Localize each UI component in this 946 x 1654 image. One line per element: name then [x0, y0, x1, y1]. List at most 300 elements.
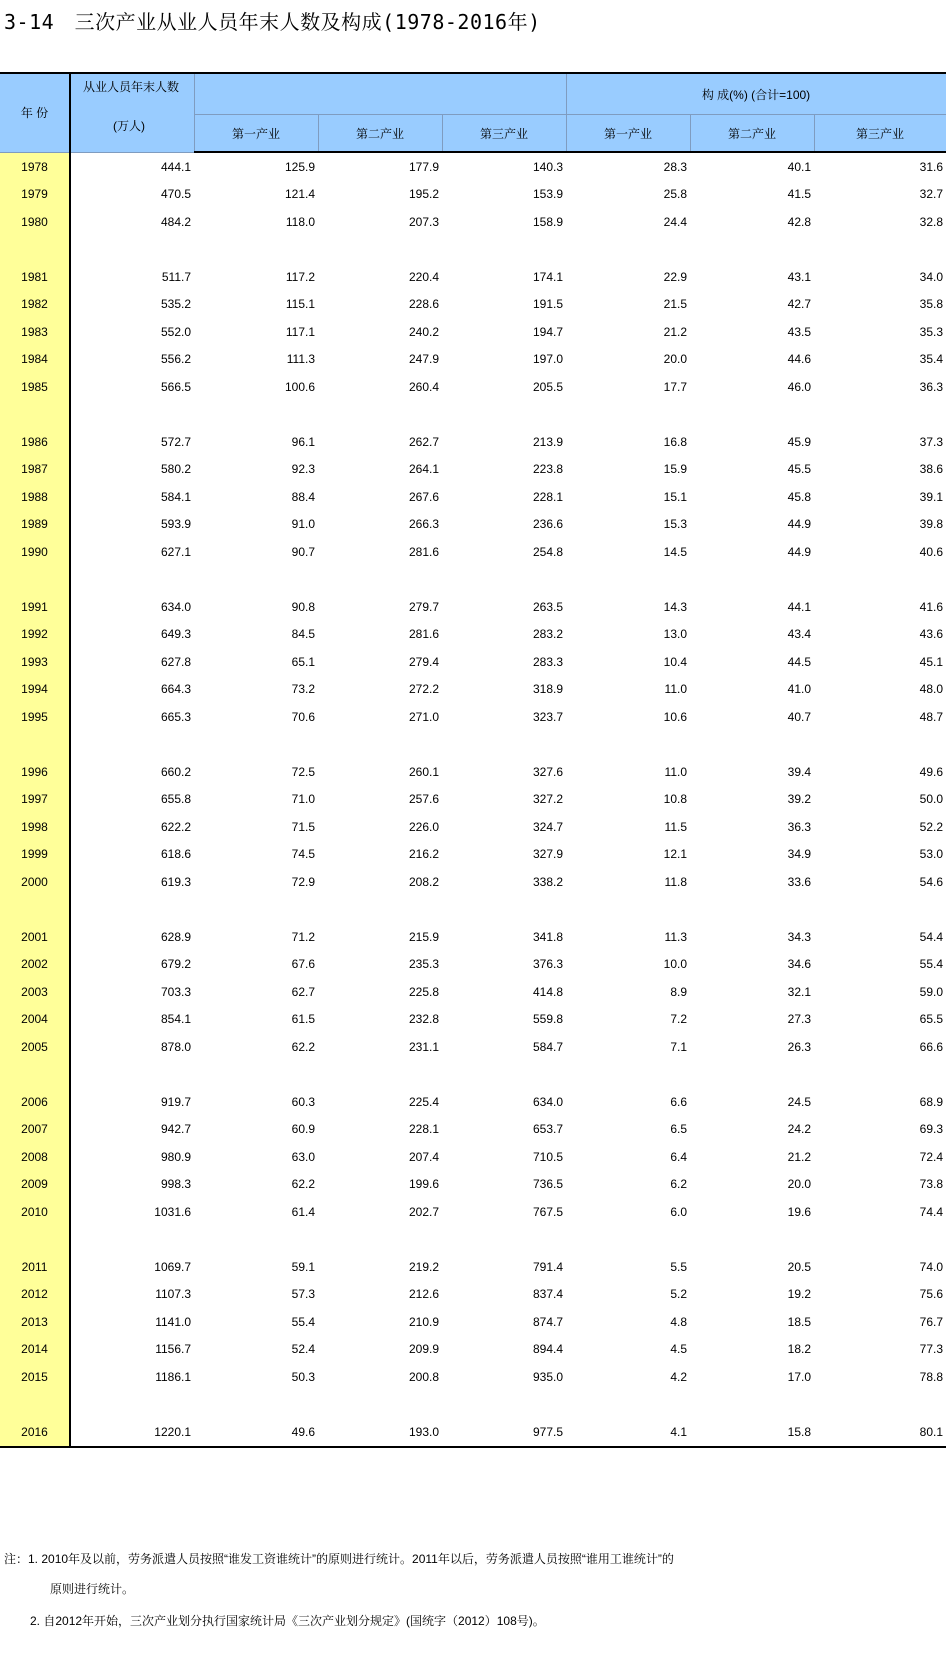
- secondary-count-cell: 215.9: [408, 929, 439, 944]
- primary-count-cell: 91.0: [291, 517, 315, 532]
- tertiary-share-cell: 69.3: [919, 1122, 944, 1137]
- secondary-share-cell: 44.5: [787, 654, 811, 669]
- table-row: [0, 648, 946, 676]
- total-cell: 649.3: [160, 627, 191, 642]
- table-row: [0, 456, 946, 484]
- primary-count-cell: 65.1: [291, 654, 315, 669]
- table-row: [0, 951, 946, 979]
- primary-share-cell: 4.1: [566, 1418, 690, 1447]
- secondary-count-cell: 247.9: [408, 352, 439, 367]
- spacer-cell: [70, 401, 946, 429]
- secondary-count-cell: 219.2: [408, 1259, 439, 1274]
- tertiary-count-cell: 263.5: [532, 599, 563, 614]
- table-row: [0, 923, 946, 951]
- page-title: 3-14 三次产业从业人员年末人数及构成(1978-2016年): [4, 10, 541, 34]
- table-row: [0, 1116, 946, 1144]
- secondary-share-cell: 34.3: [787, 929, 811, 944]
- secondary-count-cell: 200.8: [408, 1369, 439, 1384]
- primary-share-cell: 7.1: [670, 1039, 687, 1054]
- year-cell: 1986: [0, 428, 70, 456]
- tertiary-share-cell: 48.7: [919, 709, 944, 724]
- primary-count-cell: 59.1: [291, 1259, 315, 1274]
- year-header: 年 份: [0, 73, 70, 152]
- table-row: [0, 1308, 946, 1336]
- spacer-row: [0, 1226, 946, 1254]
- tertiary-count-cell: 140.3: [532, 159, 563, 174]
- tertiary-share-cell: 68.9: [919, 1094, 944, 1109]
- secondary-count-cell: 240.2: [408, 324, 439, 339]
- total-cell: 1156.7: [155, 1342, 191, 1357]
- table-row: [0, 291, 946, 319]
- tertiary-count-cell: 194.7: [532, 324, 563, 339]
- year-cell: 1985: [0, 373, 70, 401]
- secondary-count-cell: 228.6: [408, 297, 439, 312]
- total-cell: 1220.1: [70, 1418, 194, 1447]
- table-row: [0, 373, 946, 401]
- primary-share-cell: 14.3: [663, 599, 687, 614]
- table-row: [0, 208, 946, 236]
- table-row: [0, 868, 946, 896]
- tertiary-count-cell: 254.8: [532, 544, 563, 559]
- secondary-share-header: 第二产业: [690, 115, 814, 153]
- spacer-cell: [70, 566, 946, 594]
- tertiary-count-cell: 767.5: [532, 1204, 563, 1219]
- tertiary-count-cell: 158.9: [532, 214, 563, 229]
- primary-count-cell: 71.2: [291, 929, 315, 944]
- primary-count-cell: 57.3: [291, 1287, 315, 1302]
- total-cell: 998.3: [160, 1177, 191, 1192]
- year-cell: 2009: [0, 1171, 70, 1199]
- secondary-count-cell: 260.4: [408, 379, 439, 394]
- primary-count-cell: 125.9: [284, 159, 315, 174]
- secondary-share-cell: 42.8: [787, 214, 811, 229]
- tertiary-share-cell: 66.6: [919, 1039, 944, 1054]
- secondary-count-cell: 264.1: [408, 462, 439, 477]
- year-cell: 2000: [0, 868, 70, 896]
- table-row: [0, 1281, 946, 1309]
- secondary-count-cell: 271.0: [408, 709, 439, 724]
- secondary-share-cell: 19.6: [787, 1204, 811, 1219]
- secondary-count-cell: 281.6: [408, 627, 439, 642]
- year-cell: 1997: [0, 786, 70, 814]
- secondary-count-cell: 232.8: [408, 1012, 439, 1027]
- total-cell: 580.2: [160, 462, 191, 477]
- tertiary-share-cell: 59.0: [919, 984, 944, 999]
- spacer-cell: [70, 1391, 946, 1419]
- tertiary-count-cell: 205.5: [532, 379, 563, 394]
- total-cell: 566.5: [160, 379, 191, 394]
- primary-count-cell: 96.1: [291, 434, 315, 449]
- table-row: [0, 1033, 946, 1061]
- spacer-row: [0, 1061, 946, 1089]
- primary-share-cell: 10.4: [663, 654, 687, 669]
- table-row: [0, 511, 946, 539]
- tertiary-share-cell: 75.6: [919, 1287, 944, 1302]
- primary-count-cell: 88.4: [291, 489, 315, 504]
- secondary-share-cell: 46.0: [787, 379, 811, 394]
- tertiary-share-cell: 55.4: [919, 957, 944, 972]
- primary-count-cell: 118.0: [285, 214, 315, 229]
- total-cell: 942.7: [160, 1122, 191, 1137]
- table-row: [0, 318, 946, 346]
- primary-count-cell: 84.5: [291, 627, 315, 642]
- secondary-count-cell: 202.7: [408, 1204, 439, 1219]
- primary-share-cell: 11.5: [664, 819, 687, 834]
- tertiary-share-header: 第三产业: [814, 115, 946, 153]
- tertiary-count-cell: 197.0: [532, 352, 563, 367]
- total-cell: 470.5: [160, 187, 191, 202]
- tertiary-share-cell: 54.4: [919, 929, 944, 944]
- secondary-share-cell: 41.5: [787, 187, 811, 202]
- primary-share-cell: 4.2: [670, 1369, 687, 1384]
- primary-share-cell: 15.3: [663, 517, 687, 532]
- secondary-share-cell: 33.6: [787, 874, 811, 889]
- tertiary-count-cell: 653.7: [532, 1122, 563, 1137]
- total-cell: 703.3: [160, 984, 191, 999]
- table-row: [0, 152, 946, 181]
- tertiary-count-cell: 584.7: [532, 1039, 563, 1054]
- tertiary-share-cell: 77.3: [919, 1342, 944, 1357]
- total-cell: 878.0: [160, 1039, 191, 1054]
- total-cell: 511.7: [161, 269, 191, 284]
- tertiary-count-cell: 837.4: [532, 1287, 563, 1302]
- total-cell: 619.3: [160, 874, 191, 889]
- primary-count-cell: 121.4: [284, 187, 315, 202]
- total-cell: 572.7: [160, 434, 191, 449]
- primary-count-cell: 61.5: [291, 1012, 315, 1027]
- secondary-share-cell: 44.9: [787, 544, 811, 559]
- year-cell: 1978: [0, 152, 70, 181]
- secondary-share-cell: 44.1: [787, 599, 811, 614]
- secondary-share-cell: 17.0: [787, 1369, 811, 1384]
- total-cell: 854.1: [160, 1012, 191, 1027]
- tertiary-share-cell: 74.4: [919, 1204, 944, 1219]
- year-cell: 1998: [0, 813, 70, 841]
- total-cell: 622.2: [160, 819, 191, 834]
- total-cell: 655.8: [160, 792, 191, 807]
- secondary-count-cell: 281.6: [408, 544, 439, 559]
- tertiary-share-cell: 35.8: [919, 297, 944, 312]
- primary-count-cell: 72.5: [291, 764, 315, 779]
- total-cell: 618.6: [160, 847, 191, 862]
- year-cell: 1983: [0, 318, 70, 346]
- tertiary-share-cell: 34.0: [919, 269, 944, 284]
- tertiary-share-cell: 31.6: [919, 159, 944, 174]
- secondary-count-cell: 209.9: [408, 1342, 439, 1357]
- primary-share-cell: 6.4: [670, 1149, 687, 1164]
- secondary-count-cell: 257.6: [408, 792, 439, 807]
- tertiary-count-cell: 327.9: [532, 847, 563, 862]
- secondary-share-cell: 26.3: [787, 1039, 811, 1054]
- tertiary-count-cell: 153.9: [532, 187, 563, 202]
- tertiary-share-cell: 78.8: [919, 1369, 944, 1384]
- secondary-share-cell: 19.2: [787, 1287, 811, 1302]
- secondary-share-cell: 39.2: [787, 792, 811, 807]
- total-cell: 627.1: [160, 544, 191, 559]
- employed-total-label: 从业人员年末人数: [83, 80, 180, 94]
- table-row: [0, 538, 946, 566]
- spacer-row: [0, 566, 946, 594]
- total-cell: 593.9: [160, 517, 191, 532]
- primary-count-cell: 73.2: [291, 682, 315, 697]
- spacer-year-cell: [0, 1226, 70, 1254]
- primary-count-cell: 50.3: [291, 1369, 315, 1384]
- table-row: [0, 483, 946, 511]
- primary-share-cell: 15.9: [663, 462, 687, 477]
- spacer-cell: [70, 1226, 946, 1254]
- secondary-share-cell: 41.0: [787, 682, 811, 697]
- spacer-year-cell: [0, 401, 70, 429]
- secondary-share-cell: 40.1: [787, 159, 811, 174]
- table-row: [0, 428, 946, 456]
- primary-count-cell: 61.4: [291, 1204, 315, 1219]
- employed-total-header: [70, 73, 194, 152]
- employed-unit-label: (万人): [113, 119, 145, 133]
- spacer-year-cell: [0, 566, 70, 594]
- tertiary-count-cell: 894.4: [532, 1342, 563, 1357]
- primary-count-cell: 74.5: [291, 847, 315, 862]
- spacer-row: [0, 896, 946, 924]
- footnote-2: 2. 自2012年开始，三次产业划分执行国家统计局《三次产业划分规定》(国统字（2012）108号)。: [30, 1614, 545, 1628]
- primary-share-cell: 6.0: [670, 1204, 687, 1219]
- secondary-count-cell: 279.4: [408, 654, 439, 669]
- tertiary-count-cell: 223.8: [532, 462, 563, 477]
- primary-count-cell: 92.3: [291, 462, 315, 477]
- table-row: [0, 181, 946, 209]
- table-row: [0, 1171, 946, 1199]
- tertiary-share-cell: 38.6: [919, 462, 944, 477]
- tertiary-share-cell: 80.1: [814, 1418, 946, 1447]
- primary-share-cell: 11.3: [664, 929, 687, 944]
- year-cell: 2008: [0, 1143, 70, 1171]
- primary-count-cell: 71.0: [291, 792, 315, 807]
- secondary-share-cell: 43.5: [787, 324, 811, 339]
- spacer-year-cell: [0, 896, 70, 924]
- table-row: [0, 1198, 946, 1226]
- total-cell: 634.0: [160, 599, 191, 614]
- year-cell: 1979: [0, 181, 70, 209]
- tertiary-share-cell: 41.6: [919, 599, 944, 614]
- tertiary-count-cell: 977.5: [442, 1418, 566, 1447]
- primary-share-cell: 13.0: [663, 627, 687, 642]
- total-cell: 919.7: [160, 1094, 191, 1109]
- secondary-count-cell: 228.1: [408, 1122, 439, 1137]
- year-cell: 2002: [0, 951, 70, 979]
- tertiary-count-cell: 559.8: [532, 1012, 563, 1027]
- tertiary-count-cell: 327.2: [532, 792, 563, 807]
- tertiary-share-cell: 76.7: [919, 1314, 944, 1329]
- primary-share-cell: 28.3: [663, 159, 687, 174]
- total-cell: 628.9: [160, 929, 191, 944]
- table-row: [0, 1143, 946, 1171]
- primary-count-cell: 117.1: [285, 324, 315, 339]
- primary-share-cell: 21.5: [663, 297, 687, 312]
- tertiary-count-cell: 283.2: [532, 627, 563, 642]
- year-cell: 1989: [0, 511, 70, 539]
- secondary-count-cell: 212.6: [408, 1287, 439, 1302]
- secondary-count-cell: 225.4: [408, 1094, 439, 1109]
- total-cell: 664.3: [160, 682, 191, 697]
- tertiary-share-cell: 53.0: [919, 847, 944, 862]
- secondary-share-cell: 39.4: [787, 764, 811, 779]
- tertiary-share-cell: 37.3: [919, 434, 944, 449]
- primary-count-cell: 67.6: [291, 957, 315, 972]
- secondary-share-cell: 21.2: [787, 1149, 811, 1164]
- primary-share-cell: 10.8: [663, 792, 687, 807]
- secondary-count-cell: 260.1: [408, 764, 439, 779]
- tertiary-count-cell: 283.3: [532, 654, 563, 669]
- table-row: [0, 1088, 946, 1116]
- total-cell: 660.2: [160, 764, 191, 779]
- total-cell: 1107.3: [155, 1287, 191, 1302]
- secondary-share-cell: 44.6: [787, 352, 811, 367]
- tertiary-share-cell: 32.8: [919, 214, 944, 229]
- year-cell: 1992: [0, 621, 70, 649]
- spacer-row: [0, 731, 946, 759]
- primary-share-cell: 10.6: [663, 709, 687, 724]
- tertiary-count-cell: 323.7: [532, 709, 563, 724]
- total-cell: 535.2: [160, 297, 191, 312]
- total-cell: 444.1: [160, 159, 191, 174]
- total-cell: 1186.1: [155, 1369, 191, 1384]
- primary-share-cell: 4.5: [670, 1342, 687, 1357]
- year-cell: 2001: [0, 923, 70, 951]
- composition-header: 构 成(%) (合计=100): [566, 73, 946, 115]
- tertiary-count-cell: 710.5: [532, 1149, 563, 1164]
- primary-industry-header: 第一产业: [194, 115, 318, 153]
- secondary-share-cell: 20.0: [787, 1177, 811, 1192]
- primary-count-cell: 60.9: [291, 1122, 315, 1137]
- primary-count-cell: 117.2: [285, 269, 315, 284]
- primary-share-cell: 21.2: [663, 324, 687, 339]
- secondary-share-cell: 44.9: [787, 517, 811, 532]
- tertiary-share-cell: 48.0: [919, 682, 944, 697]
- tertiary-share-cell: 45.1: [919, 654, 944, 669]
- secondary-share-cell: 42.7: [787, 297, 811, 312]
- primary-share-cell: 24.4: [663, 214, 687, 229]
- secondary-share-cell: 43.1: [787, 269, 811, 284]
- primary-share-cell: 5.2: [670, 1287, 687, 1302]
- tertiary-share-cell: 36.3: [919, 379, 944, 394]
- tertiary-count-cell: 327.6: [532, 764, 563, 779]
- tertiary-count-cell: 341.8: [532, 929, 563, 944]
- primary-share-cell: 7.2: [670, 1012, 687, 1027]
- tertiary-count-cell: 634.0: [532, 1094, 563, 1109]
- primary-count-cell: 62.7: [291, 984, 315, 999]
- total-cell: 552.0: [160, 324, 191, 339]
- primary-share-cell: 11.8: [664, 874, 687, 889]
- year-cell: 1994: [0, 676, 70, 704]
- secondary-count-cell: 210.9: [408, 1314, 439, 1329]
- table-row: [0, 263, 946, 291]
- tertiary-share-cell: 72.4: [919, 1149, 944, 1164]
- secondary-share-cell: 34.9: [787, 847, 811, 862]
- table-row: [0, 786, 946, 814]
- primary-share-cell: 14.5: [663, 544, 687, 559]
- total-cell: 627.8: [160, 654, 191, 669]
- employed-by-industry-header: [194, 73, 566, 115]
- secondary-share-cell: 32.1: [787, 984, 811, 999]
- table-row: [0, 813, 946, 841]
- tertiary-share-cell: 54.6: [919, 874, 944, 889]
- year-cell: 2007: [0, 1116, 70, 1144]
- year-cell: 2003: [0, 978, 70, 1006]
- primary-count-cell: 55.4: [291, 1314, 315, 1329]
- data-table-container: [0, 72, 946, 1448]
- tertiary-share-cell: 65.5: [919, 1012, 944, 1027]
- table-row: [0, 758, 946, 786]
- secondary-share-cell: 18.5: [787, 1314, 811, 1329]
- year-cell: 1999: [0, 841, 70, 869]
- year-cell: 1995: [0, 703, 70, 731]
- table-row: [0, 703, 946, 731]
- secondary-share-cell: 36.3: [787, 819, 811, 834]
- tertiary-count-cell: 318.9: [532, 682, 563, 697]
- secondary-share-cell: 45.9: [787, 434, 811, 449]
- year-cell: 1988: [0, 483, 70, 511]
- secondary-count-cell: 195.2: [408, 187, 439, 202]
- primary-count-cell: 49.6: [194, 1418, 318, 1447]
- tertiary-share-cell: 39.1: [919, 489, 944, 504]
- tertiary-count-cell: 236.6: [532, 517, 563, 532]
- tertiary-count-cell: 414.8: [532, 984, 563, 999]
- primary-count-cell: 52.4: [291, 1342, 315, 1357]
- tertiary-share-cell: 43.6: [919, 627, 944, 642]
- primary-share-header: 第一产业: [566, 115, 690, 153]
- tertiary-count-cell: 935.0: [532, 1369, 563, 1384]
- secondary-count-cell: 235.3: [408, 957, 439, 972]
- secondary-count-cell: 193.0: [318, 1418, 442, 1447]
- primary-count-cell: 62.2: [291, 1177, 315, 1192]
- table-row: [0, 1006, 946, 1034]
- year-cell: 1996: [0, 758, 70, 786]
- year-cell: 2004: [0, 1006, 70, 1034]
- secondary-count-cell: 231.1: [408, 1039, 439, 1054]
- primary-share-cell: 20.0: [663, 352, 687, 367]
- primary-share-cell: 25.8: [663, 187, 687, 202]
- primary-count-cell: 60.3: [291, 1094, 315, 1109]
- secondary-share-cell: 34.6: [787, 957, 811, 972]
- primary-count-cell: 100.6: [284, 379, 315, 394]
- total-cell: 679.2: [160, 957, 191, 972]
- tertiary-share-cell: 73.8: [919, 1177, 944, 1192]
- secondary-count-cell: 226.0: [408, 819, 439, 834]
- tertiary-share-cell: 74.0: [919, 1259, 944, 1274]
- secondary-count-cell: 225.8: [408, 984, 439, 999]
- year-cell: 2006: [0, 1088, 70, 1116]
- primary-count-cell: 70.6: [291, 709, 315, 724]
- spacer-cell: [70, 1061, 946, 1089]
- secondary-share-cell: 43.4: [787, 627, 811, 642]
- secondary-count-cell: 207.4: [408, 1149, 439, 1164]
- primary-count-cell: 63.0: [291, 1149, 315, 1164]
- spacer-cell: [70, 236, 946, 264]
- table-row: [0, 346, 946, 374]
- tertiary-share-cell: 52.2: [919, 819, 944, 834]
- tertiary-count-cell: 736.5: [532, 1177, 563, 1192]
- spacer-year-cell: [0, 1061, 70, 1089]
- table-row: [0, 841, 946, 869]
- primary-share-cell: 11.0: [664, 764, 687, 779]
- primary-count-cell: 71.5: [291, 819, 315, 834]
- tertiary-share-cell: 49.6: [919, 764, 944, 779]
- primary-share-cell: 6.6: [670, 1094, 687, 1109]
- year-cell: 2016: [0, 1418, 70, 1447]
- primary-count-cell: 90.8: [291, 599, 315, 614]
- tertiary-share-cell: 35.3: [919, 324, 944, 339]
- table-header: [0, 73, 946, 152]
- tertiary-industry-header: 第三产业: [442, 115, 566, 153]
